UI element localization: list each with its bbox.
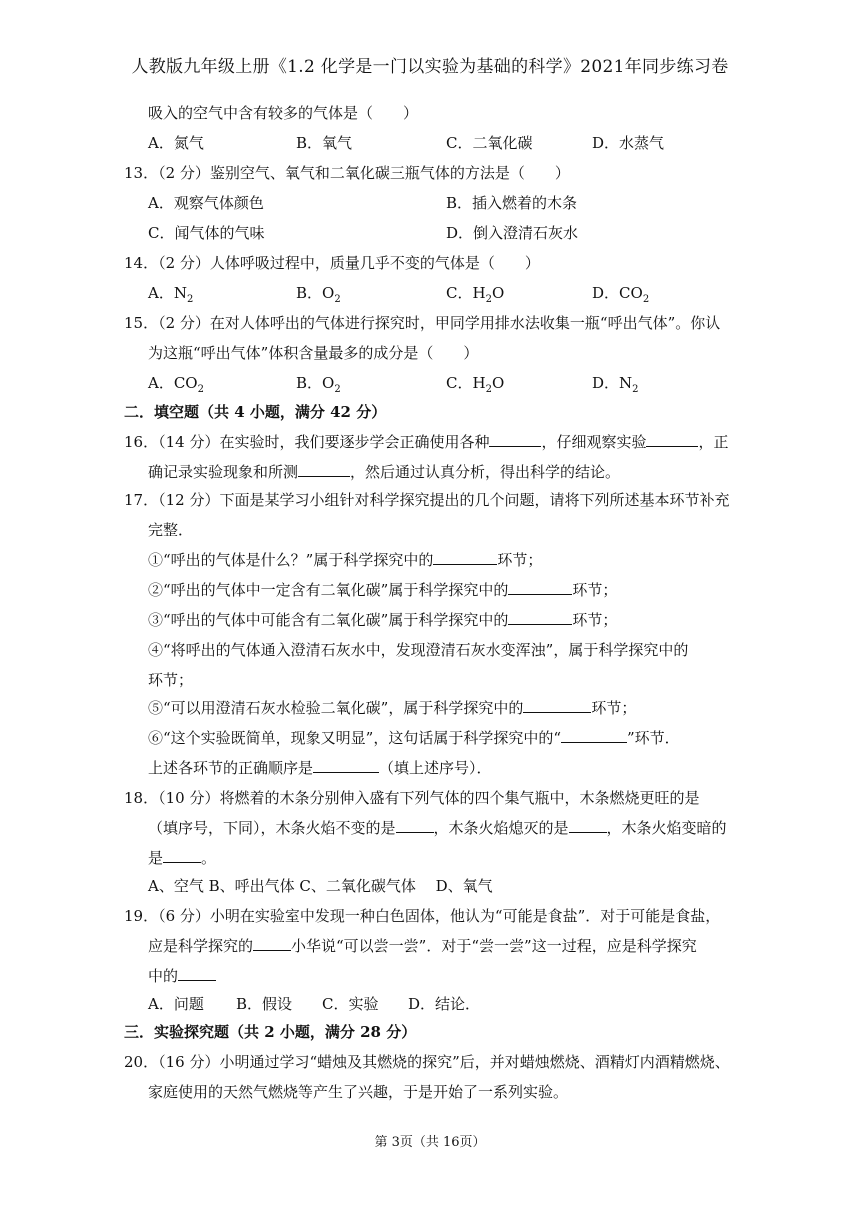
q17-order [148, 758, 492, 778]
q18-stem-line3 [148, 848, 216, 868]
q19-stem-line2 [148, 936, 697, 956]
q12-option-d: D．水蒸气 [592, 134, 665, 152]
q18-blank-2[interactable] [569, 818, 607, 833]
q17-item-6-end: ”环节． [627, 729, 680, 747]
q18-text-b: ，木条火焰熄灭的是 [433, 819, 569, 837]
q19-blank-1[interactable] [253, 936, 291, 951]
q15-option-a: A．$CO_2$ [148, 374, 204, 395]
q16-text-e: ，然后通过认真分析，得出科学的结论。 [350, 463, 621, 481]
q18-blank-3[interactable] [163, 848, 201, 863]
q17-item-1-text: ①“呼出的气体是什么？”属于科学探究中的 [148, 551, 434, 569]
q15-stem-line1: 15．（2 分）在对人体呼出的气体进行探究时，甲同学用排水法收集一瓶“呼出气体”。你认 [124, 314, 721, 332]
q18-text-e: 。 [201, 849, 217, 867]
q19-blank-2[interactable] [178, 966, 216, 981]
q19-stem-line3 [148, 966, 216, 986]
q16-line1 [124, 432, 728, 452]
q18-blank-1[interactable] [396, 818, 434, 833]
q19-option-c: C．实验 [322, 995, 379, 1013]
q19-text-a: 应是科学探究的 [148, 937, 254, 955]
q17-item-5 [148, 698, 636, 718]
q17-item-1-end: 环节； [497, 551, 543, 569]
q17-blank-6[interactable] [561, 728, 627, 743]
q17-item-3-text: ③“呼出的气体中可能含有二氧化碳”属于科学探究中的 [148, 611, 509, 629]
q17-order-end: （填上述序号）． [379, 759, 492, 777]
q17-stem-line1: 17．（12 分）下面是某学习小组针对科学探究提出的几个问题，请将下列所述基本环节补充 [124, 491, 730, 509]
q12-option-a: A．氮气 [148, 134, 204, 152]
q17-blank-3[interactable] [508, 610, 572, 625]
section-experiment-title: 三．实验探究题（共 2 小题，满分 28 分） [124, 1023, 417, 1041]
q18-text-d: 是 [148, 849, 164, 867]
q17-item-6-text: ⑥“这个实验既简单，现象又明显”，这句话属于科学探究中的“ [148, 729, 562, 747]
q17-item-5-text: ⑤“可以用澄清石灰水检验二氧化碳”，属于科学探究中的 [148, 699, 524, 717]
q17-blank-5[interactable] [523, 698, 591, 713]
q17-item-2-end: 环节； [572, 581, 618, 599]
q14-option-a: A．$N_2$ [148, 284, 194, 305]
q13-option-b: B．插入燃着的木条 [446, 194, 578, 212]
q15-option-b: B．$O_2$ [296, 374, 341, 395]
q18-text-c: ，木条火焰变暗的 [606, 819, 727, 837]
q14-option-d: D．$CO_2$ [592, 284, 650, 305]
q13-option-c: C．闻气体的气味 [148, 224, 265, 242]
q17-item-1 [148, 550, 542, 570]
q19-option-b: B．假设 [236, 995, 293, 1013]
q19-stem-line1: 19．（6 分）小明在实验室中发现一种白色固体，他认为“可能是食盐”．对于可能是食盐， [124, 907, 721, 925]
q17-blank-1[interactable] [433, 550, 497, 565]
q16-line2 [148, 462, 620, 482]
q17-blank-order[interactable] [313, 758, 379, 773]
q17-item-4-line1: ④“将呼出的气体通入澄清石灰水中，发现澄清石灰水变浑浊”，属于科学探究中的 [148, 641, 689, 659]
q20-stem-line1: 20．（16 分）小明通过学习“蜡烛及其燃烧的探究”后，并对蜡烛燃烧、酒精灯内酒精燃烧、 [124, 1053, 730, 1071]
q19-option-d: D．结论． [408, 995, 481, 1013]
q17-item-6 [148, 728, 680, 748]
q15-stem-line2: 为这瓶“呼出气体”体积含量最多的成分是（ ） [148, 344, 479, 362]
q16-text-d: 确记录实验现象和所测 [148, 463, 299, 481]
q15-option-d: D．$N_2$ [592, 374, 639, 395]
q17-item-2 [148, 580, 617, 600]
q16-text-b: ，仔细观察实验 [541, 433, 647, 451]
q14-stem: 14．（2 分）人体呼吸过程中，质量几乎不变的气体是（ ） [124, 254, 540, 272]
q13-option-a: A．观察气体颜色 [148, 194, 264, 212]
q13-option-d: D．倒入澄清石灰水 [446, 224, 579, 242]
q19-text-b: 小华说“可以尝一尝”．对于“尝一尝”这一过程，应是科学探究 [291, 937, 697, 955]
q16-blank-3[interactable] [298, 462, 350, 477]
q12-option-b: B．氧气 [296, 134, 353, 152]
q18-text-a: （填序号，下同），木条火焰不变的是 [148, 819, 396, 837]
q12-option-c: C．二氧化碳 [446, 134, 533, 152]
q19-option-a: A．问题 [148, 995, 204, 1013]
page-header-title: 人教版九年级上册《1.2 化学是一门以实验为基础的科学》2021年同步练习卷 [131, 57, 729, 77]
q17-order-text: 上述各环节的正确顺序是 [148, 759, 314, 777]
q18-stem-line1: 18．（10 分）将燃着的木条分别伸入盛有下列气体的四个集气瓶中，木条燃烧更旺的是 [124, 789, 700, 807]
q14-option-c: C．$H_2O$ [446, 284, 505, 305]
q19-text-c: 中的 [148, 967, 179, 985]
q17-item-5-end: 环节； [591, 699, 637, 717]
q16-text-c: ，正 [698, 433, 729, 451]
section-fill-in-title: 二．填空题（共 4 小题，满分 42 分） [124, 403, 387, 421]
q17-item-2-text: ②“呼出的气体中一定含有二氧化碳”属于科学探究中的 [148, 581, 509, 599]
q16-blank-2[interactable] [646, 432, 698, 447]
q14-option-b: B．$O_2$ [296, 284, 341, 305]
q17-item-3 [148, 610, 617, 630]
q17-blank-2[interactable] [508, 580, 572, 595]
q17-stem-line2: 完整． [148, 521, 194, 539]
q16-text-a: 16．（14 分）在实验时，我们要逐步学会正确使用各种 [124, 433, 490, 451]
q16-blank-1[interactable] [489, 432, 541, 447]
q18-options: A、空气 B、呼出气体 C、二氧化碳气体 D、氧气 [148, 877, 493, 895]
q17-item-3-end: 环节； [572, 611, 618, 629]
q13-stem: 13．（2 分）鉴别空气、氧气和二氧化碳三瓶气体的方法是（ ） [124, 164, 570, 182]
page-number: 第 3页（共 16页） [374, 1135, 486, 1150]
q17-item-4-line2: 环节； [148, 671, 194, 689]
q12-stem: 吸入的空气中含有较多的气体是（ ） [148, 104, 419, 122]
q18-stem-line2 [148, 818, 727, 838]
q15-option-c: C．$H_2O$ [446, 374, 505, 395]
q20-stem-line2: 家庭使用的天然气燃烧等产生了兴趣，于是开始了一系列实验。 [148, 1083, 569, 1101]
